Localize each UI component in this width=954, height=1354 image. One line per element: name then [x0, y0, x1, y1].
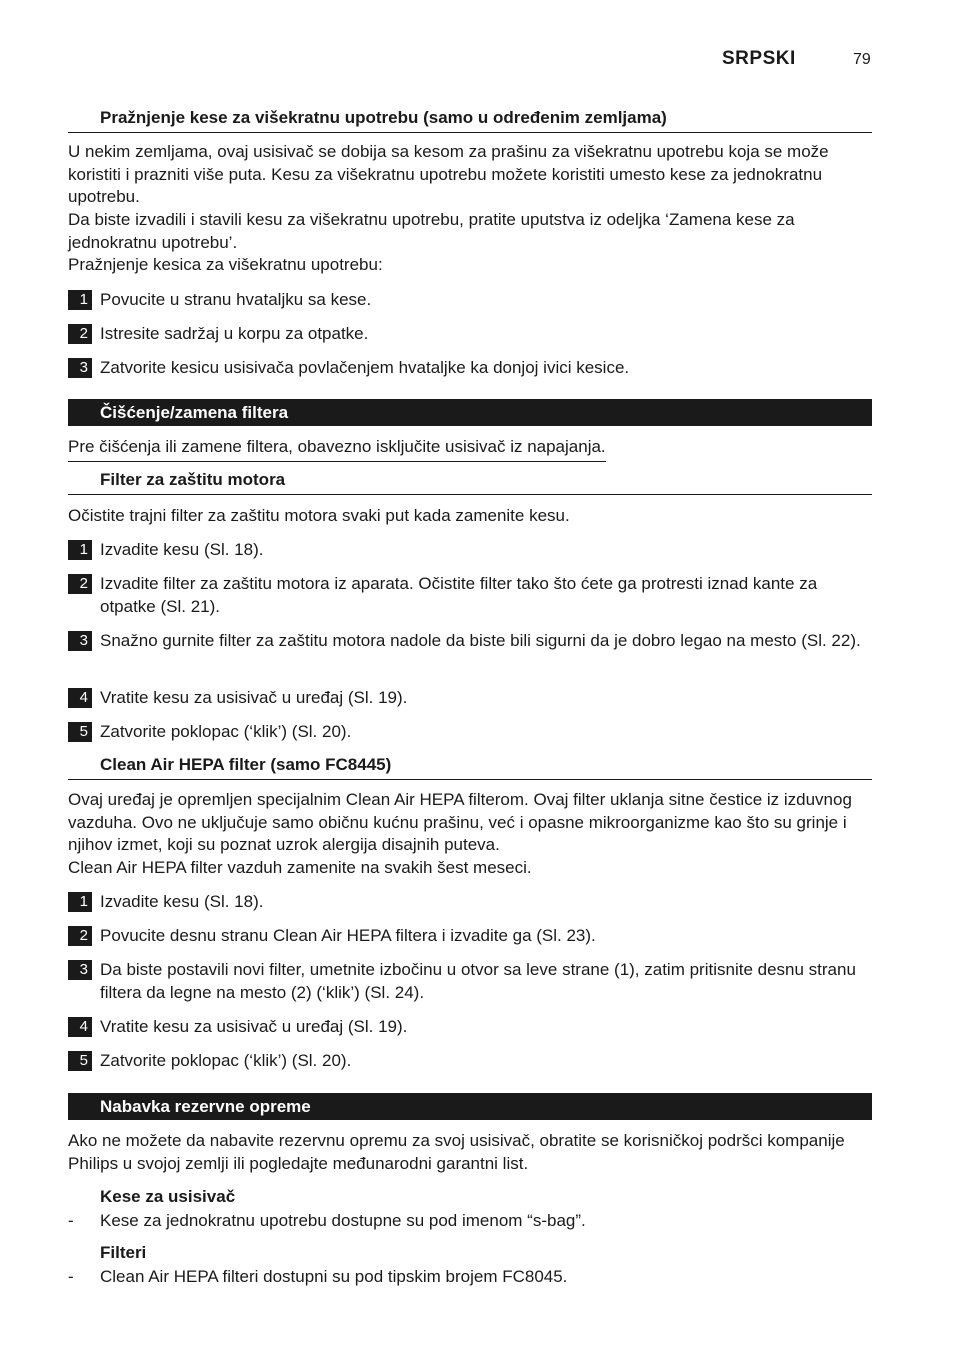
step-number: 1: [68, 540, 92, 560]
subsection-title-motor-filter: Filter za zaštitu motora: [68, 470, 872, 495]
hepa-intro-paragraph: Ovaj uređaj je opremljen specijalnim Clean Air HEPA filterom. Ovaj filter uklanja sitne čestice iz izduvnog vazduha. Ovo ne uključuje samo običnu kućnu prašinu, već i opasne mikroorganizme kao što su grinje i njihov izmet, koji su poznat uzrok alergija disajnih puteva.: [68, 790, 852, 854]
filters-item-text: Clean Air HEPA filteri dostupni su pod tipskim brojem FC8045.: [100, 1267, 568, 1286]
section-bar-accessories: Nabavka rezervne opreme: [68, 1093, 872, 1120]
step-text: Izvadite filter za zaštitu motora iz aparata. Očistite filter tako što ćete ga protresti iznad kante za otpatke (Sl. 21).: [100, 574, 818, 616]
step-text: Zatvorite poklopac (‘klik’) (Sl. 20).: [100, 1051, 352, 1070]
step-text: Izvadite kesu (Sl. 18).: [100, 892, 264, 911]
step-number: 1: [68, 290, 92, 310]
step-text: Izvadite kesu (Sl. 18).: [100, 540, 264, 559]
step-number: 3: [68, 358, 92, 378]
step-number: 4: [68, 1017, 92, 1037]
subsection-title-hepa-filter: Clean Air HEPA filter (samo FC8445): [68, 755, 872, 780]
instruction-paragraph: Da biste izvadili i stavili kesu za višekratnu upotrebu, pratite uputstva iz odeljka ‘Zamena kese za jednokratnu upotrebu’.: [68, 210, 795, 252]
step-text: Povucite desnu stranu Clean Air HEPA filtera i izvadite ga (Sl. 23).: [100, 926, 596, 945]
step-number: 3: [68, 631, 92, 651]
step-number: 2: [68, 926, 92, 946]
language-label: SRPSKI: [722, 48, 796, 69]
step-text: Zatvorite poklopac (‘klik’) (Sl. 20).: [100, 722, 352, 741]
warning-text: Pre čišćenja ili zamene filtera, obavezno isključite usisivač iz napajanja.: [68, 436, 606, 462]
bags-item-text: Kese za jednokratnu upotrebu dostupne su pod imenom “s-bag”.: [100, 1211, 586, 1230]
step-number: 1: [68, 892, 92, 912]
section-title-reusable-bag: Pražnjenje kese za višekratnu upotrebu (samo u određenim zemljama): [68, 108, 872, 133]
subheading-bags: Kese za usisivač: [100, 1187, 236, 1206]
step-text: Da biste postavili novi filter, umetnite izbočinu u otvor sa leve strane (1), zatim pritisnite desnu stranu filtera da legne na mesto (2) (‘klik’) (Sl. 24).: [100, 960, 856, 1002]
step-text: Vratite kesu za usisivač u uređaj (Sl. 19).: [100, 688, 408, 707]
dash-bullet: -: [68, 1267, 74, 1286]
step-number: 4: [68, 688, 92, 708]
step-text: Istresite sadržaj u korpu za otpatke.: [100, 324, 369, 343]
hepa-replace-note: Clean Air HEPA filter vazduh zamenite na svakih šest meseci.: [68, 858, 532, 877]
motor-filter-intro: Očistite trajni filter za zaštitu motora svaki put kada zamenite kesu.: [68, 506, 570, 525]
step-number: 5: [68, 1051, 92, 1071]
step-text: Vratite kesu za usisivač u uređaj (Sl. 19).: [100, 1017, 408, 1036]
step-number: 5: [68, 722, 92, 742]
subheading-filters: Filteri: [100, 1243, 147, 1262]
step-text: Zatvorite kesicu usisivača povlačenjem hvataljke ka donjoj ivici kesice.: [100, 358, 630, 377]
step-text: Povucite u stranu hvataljku sa kese.: [100, 290, 372, 309]
page-number: 79: [853, 51, 871, 68]
dash-bullet: -: [68, 1211, 74, 1230]
step-text: Snažno gurnite filter za zaštitu motora nadole da biste bili sigurni da je dobro legao na mesto (Sl. 22).: [100, 631, 861, 650]
accessories-intro: Ako ne možete da nabavite rezervnu opremu za svoj usisivač, obratite se korisničkoj podršci kompanije Philips u svojoj zemlji ili pogledajte međunarodni garantni list.: [68, 1131, 845, 1173]
step-number: 2: [68, 574, 92, 594]
step-number: 2: [68, 324, 92, 344]
section-bar-filter-cleaning: Čišćenje/zamena filtera: [68, 399, 872, 426]
step-number: 3: [68, 960, 92, 980]
emptying-label: Pražnjenje kesica za višekratnu upotrebu:: [68, 255, 383, 274]
intro-paragraph: U nekim zemljama, ovaj usisivač se dobija sa kesom za prašinu za višekratnu upotrebu koja se može koristiti i prazniti više puta. Kesu za višekratnu upotrebu možete koristiti umesto kese za jednokratnu upotrebu.: [68, 142, 829, 206]
